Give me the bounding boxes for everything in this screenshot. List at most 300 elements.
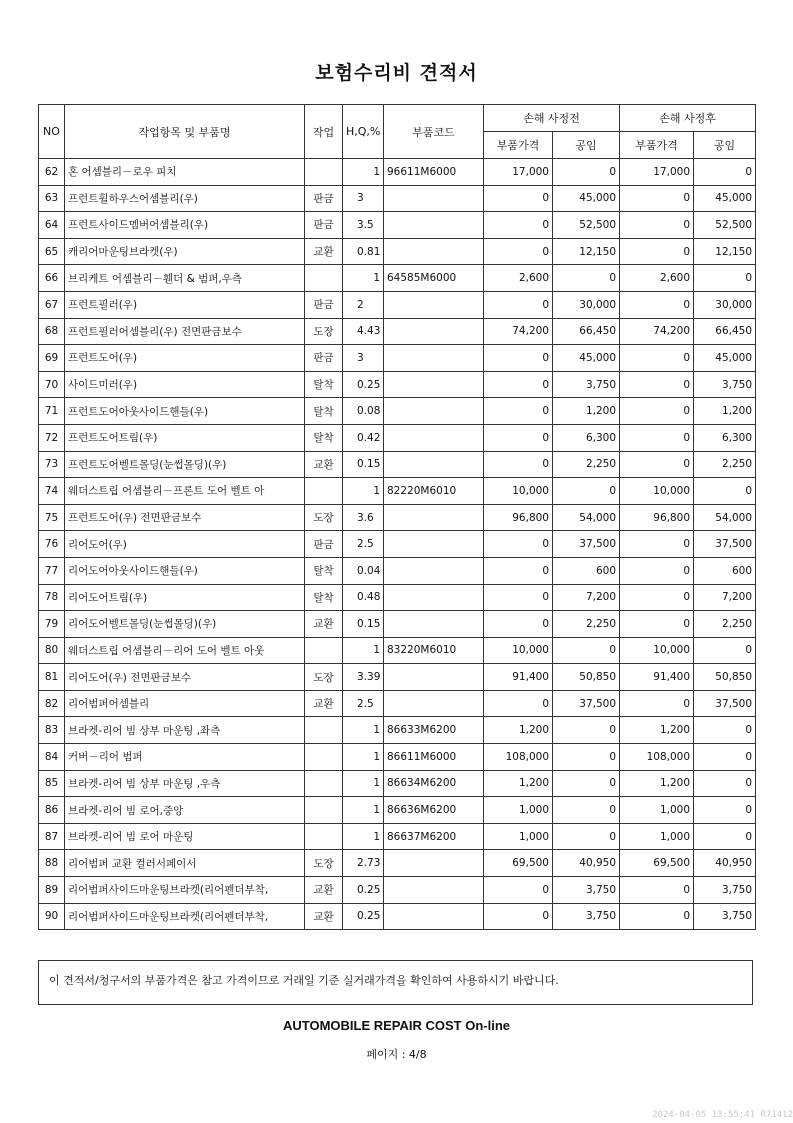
row-hq: 2.73: [343, 850, 384, 877]
row-after-labor: 40,950: [694, 850, 756, 877]
row-item-name: 프런트필러어셈블리(우) 전면판금보수: [65, 318, 305, 345]
table-row: [39, 637, 756, 664]
row-before-part-price: 108,000: [484, 744, 553, 771]
row-work: 판금: [305, 185, 343, 212]
header-code: 부품코드: [384, 105, 484, 159]
row-before-part-price: 17,000: [484, 159, 553, 186]
row-before-labor: 0: [553, 770, 620, 797]
row-no: 90: [39, 903, 65, 930]
header-after-part-price: 부품가격: [620, 132, 694, 159]
row-after-part-price: 0: [620, 371, 694, 398]
row-work: 탈착: [305, 398, 343, 425]
row-before-part-price: 10,000: [484, 637, 553, 664]
row-before-labor: 30,000: [553, 291, 620, 318]
row-item-name: 브라켓-리어 빔 상부 마운팅 ,우측: [65, 770, 305, 797]
row-before-part-price: 0: [484, 371, 553, 398]
row-item-name: 브리케트 어셈블리－휀더 & 범퍼,우측: [65, 265, 305, 292]
footer-brand: AUTOMOBILE REPAIR COST On-line: [282, 1018, 511, 1033]
row-hq: 0.25: [343, 371, 384, 398]
row-item-name: 리어도어벨트몰딩(눈썹몰딩)(우): [65, 611, 305, 638]
row-part-code: [384, 318, 484, 345]
row-after-part-price: 10,000: [620, 478, 694, 505]
table-row: [39, 345, 756, 372]
row-before-part-price: 2,600: [484, 265, 553, 292]
row-after-part-price: 0: [620, 398, 694, 425]
table-row: [39, 478, 756, 505]
row-before-part-price: 0: [484, 291, 553, 318]
row-part-code: [384, 504, 484, 531]
row-after-labor: 3,750: [694, 877, 756, 904]
row-part-code: 86634M6200: [384, 770, 484, 797]
row-no: 62: [39, 159, 65, 186]
row-no: 80: [39, 637, 65, 664]
row-before-part-price: 1,000: [484, 797, 553, 824]
table-row: [39, 690, 756, 717]
row-before-labor: 50,850: [553, 664, 620, 691]
row-no: 82: [39, 690, 65, 717]
row-before-labor: 45,000: [553, 345, 620, 372]
row-item-name: 리어범퍼 교환 컬러서페이서: [65, 850, 305, 877]
row-before-labor: 12,150: [553, 238, 620, 265]
row-after-part-price: 17,000: [620, 159, 694, 186]
row-item-name: 리어범퍼사이드마운팅브라켓(리어펜더부착,: [65, 877, 305, 904]
row-before-labor: 2,250: [553, 451, 620, 478]
row-part-code: 96611M6000: [384, 159, 484, 186]
table-row: [39, 797, 756, 824]
table-row: [39, 424, 756, 451]
notice-text: 이 견적서/청구서의 부품가격은 참고 가격이므로 거래일 기준 실거래가격을 확인하여 사용하시기 바랍니다.: [49, 974, 559, 987]
row-after-labor: 2,250: [694, 611, 756, 638]
row-part-code: [384, 238, 484, 265]
row-part-code: [384, 185, 484, 212]
row-after-labor: 0: [694, 265, 756, 292]
row-work: 판금: [305, 345, 343, 372]
row-hq: 1: [343, 770, 384, 797]
table-row: [39, 903, 756, 930]
row-after-labor: 0: [694, 823, 756, 850]
row-part-code: [384, 877, 484, 904]
table-row: [39, 717, 756, 744]
row-hq: 1: [343, 717, 384, 744]
row-no: 75: [39, 504, 65, 531]
row-hq: 1: [343, 637, 384, 664]
row-work: 도장: [305, 850, 343, 877]
row-item-name: 프런트도어트림(우): [65, 424, 305, 451]
row-after-labor: 0: [694, 744, 756, 771]
row-part-code: [384, 584, 484, 611]
row-after-part-price: 0: [620, 345, 694, 372]
row-after-labor: 0: [694, 770, 756, 797]
table-row: [39, 664, 756, 691]
row-after-part-price: 2,600: [620, 265, 694, 292]
table-row: [39, 770, 756, 797]
row-part-code: 86633M6200: [384, 717, 484, 744]
row-part-code: [384, 345, 484, 372]
row-item-name: 브라켓-리어 빔 상부 마운팅 ,좌측: [65, 717, 305, 744]
row-work: 교환: [305, 451, 343, 478]
page-indicator: 페이지 : 4/8: [366, 1048, 427, 1061]
row-after-part-price: 10,000: [620, 637, 694, 664]
row-hq: 3.39: [343, 664, 384, 691]
row-hq: 0.81: [343, 238, 384, 265]
row-work: 탈착: [305, 584, 343, 611]
table-row: [39, 850, 756, 877]
row-after-labor: 50,850: [694, 664, 756, 691]
row-after-labor: 3,750: [694, 903, 756, 930]
row-no: 63: [39, 185, 65, 212]
row-after-part-price: 0: [620, 584, 694, 611]
row-before-part-price: 0: [484, 398, 553, 425]
print-stamp: 2024-04-05 13:55:41 R71412: [652, 1110, 793, 1120]
row-hq: 4.43: [343, 318, 384, 345]
row-after-labor: 37,500: [694, 531, 756, 558]
row-before-part-price: 91,400: [484, 664, 553, 691]
row-hq: 0.08: [343, 398, 384, 425]
row-after-part-price: 0: [620, 903, 694, 930]
table-row: [39, 504, 756, 531]
row-no: 67: [39, 291, 65, 318]
row-part-code: [384, 424, 484, 451]
row-before-part-price: 74,200: [484, 318, 553, 345]
row-before-part-price: 0: [484, 557, 553, 584]
row-after-labor: 37,500: [694, 690, 756, 717]
row-no: 79: [39, 611, 65, 638]
row-part-code: 82220M6010: [384, 478, 484, 505]
row-hq: 0.25: [343, 877, 384, 904]
row-after-part-price: 69,500: [620, 850, 694, 877]
row-after-labor: 54,000: [694, 504, 756, 531]
row-no: 86: [39, 797, 65, 824]
row-work: [305, 265, 343, 292]
row-work: [305, 159, 343, 186]
row-work: 교환: [305, 690, 343, 717]
row-no: 78: [39, 584, 65, 611]
row-item-name: 프런트필러(우): [65, 291, 305, 318]
table-row: [39, 451, 756, 478]
row-no: 64: [39, 212, 65, 239]
row-item-name: 웨더스트립 어셈블리－리어 도어 벨트 아웃: [65, 637, 305, 664]
row-part-code: [384, 611, 484, 638]
row-before-labor: 2,250: [553, 611, 620, 638]
row-item-name: 프런트휠하우스어셈블리(우): [65, 185, 305, 212]
table-row: [39, 823, 756, 850]
row-hq: 3.5: [343, 212, 384, 239]
row-item-name: 브라켓-리어 빔 로어 마운팅: [65, 823, 305, 850]
row-part-code: [384, 451, 484, 478]
table-row: [39, 238, 756, 265]
row-after-labor: 45,000: [694, 185, 756, 212]
row-work: 교환: [305, 611, 343, 638]
row-after-part-price: 1,000: [620, 823, 694, 850]
row-item-name: 프런트도어벨트몰딩(눈썹몰딩)(우): [65, 451, 305, 478]
row-item-name: 캐리어마운팅브라켓(우): [65, 238, 305, 265]
row-item-name: 브라켓-리어 빔 로어,중앙: [65, 797, 305, 824]
row-before-part-price: 0: [484, 877, 553, 904]
row-before-labor: 3,750: [553, 903, 620, 930]
row-work: [305, 478, 343, 505]
row-no: 70: [39, 371, 65, 398]
row-after-part-price: 0: [620, 531, 694, 558]
row-before-part-price: 0: [484, 451, 553, 478]
table-row: [39, 744, 756, 771]
table-row: [39, 318, 756, 345]
row-before-labor: 40,950: [553, 850, 620, 877]
row-hq: 0.15: [343, 611, 384, 638]
row-hq: 0.42: [343, 424, 384, 451]
row-item-name: 리어도어(우): [65, 531, 305, 558]
row-before-part-price: 0: [484, 584, 553, 611]
row-after-labor: 7,200: [694, 584, 756, 611]
row-part-code: [384, 664, 484, 691]
row-work: [305, 797, 343, 824]
row-hq: 3.6: [343, 504, 384, 531]
row-no: 66: [39, 265, 65, 292]
row-before-labor: 7,200: [553, 584, 620, 611]
row-before-labor: 0: [553, 823, 620, 850]
table-row: [39, 159, 756, 186]
row-item-name: 리어도어트림(우): [65, 584, 305, 611]
row-work: 판금: [305, 531, 343, 558]
row-before-labor: 0: [553, 797, 620, 824]
header-item: 작업항목 및 부품명: [65, 105, 305, 159]
row-before-labor: 6,300: [553, 424, 620, 451]
row-before-labor: 54,000: [553, 504, 620, 531]
row-item-name: 리어도어아웃사이드핸들(우): [65, 557, 305, 584]
row-part-code: 86611M6000: [384, 744, 484, 771]
header-no: NO: [39, 105, 65, 159]
row-after-part-price: 96,800: [620, 504, 694, 531]
row-after-labor: 52,500: [694, 212, 756, 239]
row-hq: 1: [343, 265, 384, 292]
row-after-labor: 3,750: [694, 371, 756, 398]
row-work: 도장: [305, 664, 343, 691]
row-after-part-price: 1,200: [620, 770, 694, 797]
row-work: 판금: [305, 291, 343, 318]
row-after-labor: 6,300: [694, 424, 756, 451]
row-work: [305, 770, 343, 797]
row-part-code: 86636M6200: [384, 797, 484, 824]
table-row: [39, 531, 756, 558]
row-work: 탈착: [305, 557, 343, 584]
row-before-labor: 0: [553, 744, 620, 771]
row-no: 88: [39, 850, 65, 877]
table-row: [39, 557, 756, 584]
header-before-labor: 공임: [553, 132, 620, 159]
document-title: 보험수리비 견적서: [315, 62, 478, 84]
row-item-name: 리어도어(우) 전면판금보수: [65, 664, 305, 691]
row-work: [305, 823, 343, 850]
header-hq: H,Q,%: [343, 105, 384, 159]
row-part-code: [384, 371, 484, 398]
row-no: 85: [39, 770, 65, 797]
notice-box: [38, 960, 753, 1005]
header-work: 작업: [305, 105, 343, 159]
row-after-labor: 0: [694, 717, 756, 744]
row-before-part-price: 0: [484, 690, 553, 717]
row-hq: 0.25: [343, 903, 384, 930]
row-work: 교환: [305, 877, 343, 904]
row-item-name: 리어범퍼어셈블리: [65, 690, 305, 717]
row-hq: 2: [343, 291, 384, 318]
row-work: 판금: [305, 212, 343, 239]
row-after-part-price: 0: [620, 877, 694, 904]
row-before-labor: 600: [553, 557, 620, 584]
estimate-table: [38, 104, 756, 930]
row-no: 76: [39, 531, 65, 558]
row-before-labor: 3,750: [553, 877, 620, 904]
row-after-labor: 0: [694, 478, 756, 505]
row-before-labor: 37,500: [553, 531, 620, 558]
row-before-part-price: 0: [484, 238, 553, 265]
row-before-labor: 0: [553, 265, 620, 292]
row-work: 도장: [305, 318, 343, 345]
row-part-code: [384, 291, 484, 318]
row-work: 교환: [305, 238, 343, 265]
row-after-part-price: 0: [620, 557, 694, 584]
row-hq: 1: [343, 478, 384, 505]
row-after-labor: 12,150: [694, 238, 756, 265]
row-part-code: [384, 212, 484, 239]
row-hq: 1: [343, 823, 384, 850]
row-after-part-price: 1,200: [620, 717, 694, 744]
header-before: 손해 사정전: [484, 105, 620, 132]
row-work: [305, 637, 343, 664]
row-after-labor: 600: [694, 557, 756, 584]
row-before-labor: 52,500: [553, 212, 620, 239]
row-before-labor: 0: [553, 478, 620, 505]
row-hq: 1: [343, 797, 384, 824]
row-no: 72: [39, 424, 65, 451]
row-no: 71: [39, 398, 65, 425]
row-before-part-price: 1,000: [484, 823, 553, 850]
row-before-part-price: 0: [484, 424, 553, 451]
row-after-part-price: 0: [620, 611, 694, 638]
row-part-code: [384, 531, 484, 558]
header-before-part-price: 부품가격: [484, 132, 553, 159]
row-before-part-price: 0: [484, 345, 553, 372]
row-before-labor: 1,200: [553, 398, 620, 425]
row-item-name: 웨더스트립 어셈블리－프론트 도어 벨트 아: [65, 478, 305, 505]
row-work: [305, 717, 343, 744]
row-part-code: 83220M6010: [384, 637, 484, 664]
row-after-labor: 2,250: [694, 451, 756, 478]
row-no: 65: [39, 238, 65, 265]
row-before-part-price: 1,200: [484, 770, 553, 797]
row-after-labor: 30,000: [694, 291, 756, 318]
row-no: 87: [39, 823, 65, 850]
row-after-part-price: 0: [620, 238, 694, 265]
row-after-part-price: 0: [620, 291, 694, 318]
table-row: [39, 611, 756, 638]
row-before-part-price: 0: [484, 611, 553, 638]
row-after-part-price: 74,200: [620, 318, 694, 345]
row-part-code: [384, 850, 484, 877]
row-after-part-price: 0: [620, 690, 694, 717]
row-before-labor: 0: [553, 159, 620, 186]
row-no: 74: [39, 478, 65, 505]
estimate-rows: [39, 159, 756, 930]
row-hq: 1: [343, 744, 384, 771]
row-before-part-price: 1,200: [484, 717, 553, 744]
row-hq: 3: [343, 345, 384, 372]
row-after-part-price: 108,000: [620, 744, 694, 771]
row-item-name: 혼 어셈블리－로우 피치: [65, 159, 305, 186]
table-row: [39, 212, 756, 239]
row-part-code: 64585M6000: [384, 265, 484, 292]
row-before-part-price: 96,800: [484, 504, 553, 531]
row-before-labor: 0: [553, 717, 620, 744]
row-work: [305, 744, 343, 771]
row-hq: 2.5: [343, 690, 384, 717]
table-row: [39, 185, 756, 212]
row-no: 89: [39, 877, 65, 904]
header-after: 손해 사정후: [620, 105, 756, 132]
row-after-part-price: 91,400: [620, 664, 694, 691]
row-no: 73: [39, 451, 65, 478]
table-row: [39, 265, 756, 292]
row-after-part-price: 1,000: [620, 797, 694, 824]
row-no: 68: [39, 318, 65, 345]
row-work: 도장: [305, 504, 343, 531]
row-before-labor: 37,500: [553, 690, 620, 717]
table-row: [39, 291, 756, 318]
row-before-part-price: 0: [484, 903, 553, 930]
table-row: [39, 371, 756, 398]
row-item-name: 프런트사이드멤버어셈블리(우): [65, 212, 305, 239]
row-after-part-price: 0: [620, 451, 694, 478]
row-before-labor: 0: [553, 637, 620, 664]
row-before-part-price: 0: [484, 212, 553, 239]
row-before-labor: 66,450: [553, 318, 620, 345]
row-hq: 0.04: [343, 557, 384, 584]
row-item-name: 커버－리어 범퍼: [65, 744, 305, 771]
row-after-labor: 0: [694, 797, 756, 824]
row-after-part-price: 0: [620, 185, 694, 212]
table-row: [39, 584, 756, 611]
header-after-labor: 공임: [694, 132, 756, 159]
row-before-labor: 45,000: [553, 185, 620, 212]
row-work: 교환: [305, 903, 343, 930]
row-item-name: 프런트도어(우): [65, 345, 305, 372]
row-after-part-price: 0: [620, 212, 694, 239]
row-no: 77: [39, 557, 65, 584]
row-part-code: 86637M6200: [384, 823, 484, 850]
row-before-part-price: 69,500: [484, 850, 553, 877]
row-item-name: 리어범퍼사이드마운팅브라켓(리어펜더부착,: [65, 903, 305, 930]
row-item-name: 프런트도어아웃사이드핸들(우): [65, 398, 305, 425]
table-row: [39, 877, 756, 904]
row-hq: 2.5: [343, 531, 384, 558]
row-hq: 3: [343, 185, 384, 212]
row-after-part-price: 0: [620, 424, 694, 451]
row-before-part-price: 10,000: [484, 478, 553, 505]
row-after-labor: 0: [694, 637, 756, 664]
row-part-code: [384, 903, 484, 930]
row-item-name: 프런트도어(우) 전면판금보수: [65, 504, 305, 531]
row-after-labor: 1,200: [694, 398, 756, 425]
row-work: 탈착: [305, 424, 343, 451]
row-no: 81: [39, 664, 65, 691]
row-hq: 0.48: [343, 584, 384, 611]
row-hq: 1: [343, 159, 384, 186]
row-no: 84: [39, 744, 65, 771]
row-before-part-price: 0: [484, 185, 553, 212]
table-row: [39, 398, 756, 425]
row-after-labor: 0: [694, 159, 756, 186]
row-after-labor: 45,000: [694, 345, 756, 372]
row-work: 탈착: [305, 371, 343, 398]
row-no: 69: [39, 345, 65, 372]
